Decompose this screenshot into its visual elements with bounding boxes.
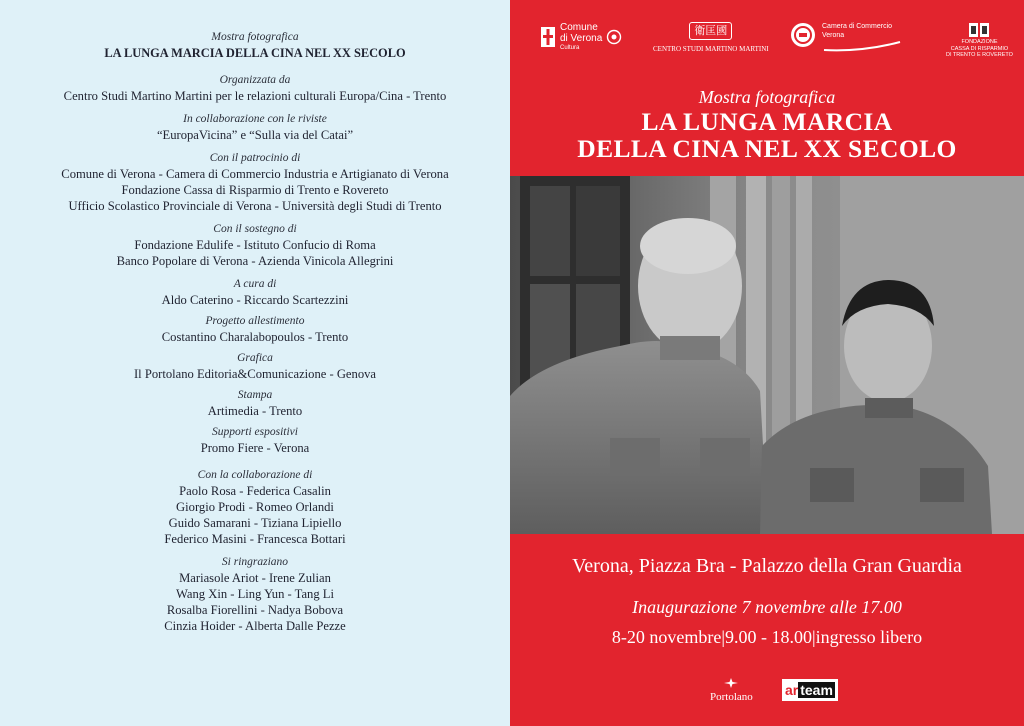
credits-section-line: Rosalba Fiorellini - Nadya Bobova: [166, 603, 344, 617]
credits-section-label: Si ringraziano: [221, 556, 289, 568]
credits-section: [0, 555, 510, 634]
poster-panel: [510, 0, 1024, 726]
credits-section-line: Wang Xin - Ling Yun - Tang Li: [176, 587, 334, 601]
credits-section-label: Organizzata da: [219, 74, 291, 86]
credits-section: [0, 277, 510, 308]
credits-section: [0, 112, 510, 143]
arteam-text-b: team: [800, 682, 833, 698]
historical-photo: [510, 176, 1024, 534]
poster-subtitle: Mostra fotografica: [698, 87, 836, 107]
credits-section-label: Con la collaborazione di: [197, 469, 313, 481]
camera-line2: Verona: [822, 32, 845, 39]
credits-section: [0, 73, 510, 104]
portolano-star-icon: [724, 678, 738, 688]
camera-commercio-logo: [790, 22, 902, 54]
fondazione-emblem-icon: [968, 22, 990, 38]
credits-section-line: Ufficio Scolastico Provinciale di Verona - Università degli Studi di Trento: [68, 199, 442, 213]
camera-swoosh-icon: [822, 40, 902, 52]
venue-line: Verona, Piazza Bra - Palazzo della Gran Guardia: [572, 555, 962, 577]
comune-line1: Comune: [560, 22, 598, 33]
credits-section-line: Mariasole Ariot - Irene Zulian: [179, 571, 331, 585]
credits-section: [0, 314, 510, 345]
credits-section-line: Fondazione Edulife - Istituto Confucio di Roma: [134, 238, 376, 252]
portolano-logo: [710, 678, 753, 703]
credits-intro-label: Mostra fotografica: [211, 31, 299, 43]
credits-section-line: Il Portolano Editoria&Comunicazione - Genova: [133, 367, 377, 381]
credits-section: [0, 351, 510, 382]
comune-crest-icon: [540, 24, 556, 50]
credits-section-line: Centro Studi Martino Martini per le relazioni culturali Europa/Cina - Trento: [63, 89, 447, 103]
credits-section-line: Fondazione Cassa di Risparmio di Trento e Rovereto: [121, 183, 389, 197]
photo-illustration: [510, 176, 1024, 534]
camera-line1: Camera di Commercio: [822, 23, 893, 30]
credits-intro: [0, 30, 510, 61]
credits-section-line: Banco Popolare di Verona - Azienda Vinicola Allegrini: [116, 254, 394, 268]
credits-section-line: Cinzia Hoider - Alberta Dalle Pezze: [164, 619, 346, 633]
credits-section: [0, 425, 510, 456]
fondazione-logo: [946, 22, 1013, 59]
credits-section: [0, 388, 510, 419]
credits-section-label: Supporti espositivi: [212, 426, 298, 438]
credits-section: [0, 222, 510, 269]
inauguration-line: Inaugurazione 7 novembre alle 17.00: [632, 597, 902, 617]
credits-intro-title: LA LUNGA MARCIA DELLA CINA NEL XX SECOLO: [104, 46, 406, 60]
comune-line2: di Verona: [560, 33, 603, 44]
credits-section-label: In collaborazione con le riviste: [183, 113, 327, 125]
credits-section-line: Paolo Rosa - Federica Casalin: [179, 484, 331, 498]
credits-section-label: Con il patrocinio di: [209, 152, 301, 164]
credits-section-line: Costantino Charalabopoulos - Trento: [161, 330, 349, 344]
centro-martini-logo: [653, 22, 769, 53]
credits-section-label: A cura di: [233, 278, 277, 290]
comune-seal-icon: [606, 29, 622, 45]
credits-section-line: “EuropaVicina” e “Sulla via del Catai”: [156, 128, 354, 142]
credits-panel: [0, 0, 510, 726]
fondazione-line1: FONDAZIONE: [961, 39, 998, 45]
fondazione-line3: DI TRENTO E ROVERETO: [946, 52, 1013, 58]
comune-verona-logo: [540, 22, 622, 52]
credits-section-line: Federico Masini - Francesca Bottari: [164, 532, 346, 546]
headline: [510, 86, 1024, 162]
poster-title-line2: DELLA CINA NEL XX SECOLO: [577, 134, 957, 163]
credits-section-label: Grafica: [237, 352, 273, 364]
sponsor-logos: [510, 22, 1024, 66]
credits-section-line: Comune di Verona - Camera di Commercio Industria e Artigianato di Verona: [61, 167, 449, 181]
martini-chars: 衛匡國: [689, 22, 732, 40]
comune-sub: Cultura: [560, 45, 580, 51]
arteam-logo: [782, 679, 838, 701]
credits-section: [0, 151, 510, 214]
poster-title-line1: LA LUNGA MARCIA: [641, 107, 893, 136]
credits-section-line: Guido Samarani - Tiziana Lipiello: [168, 516, 342, 530]
credits-section-line: Promo Fiere - Verona: [200, 441, 310, 455]
credits-section-label: Progetto allestimento: [205, 315, 305, 327]
footer-logos: [510, 676, 1024, 706]
martini-label: CENTRO STUDI MARTINO MARTINI: [653, 45, 769, 53]
arteam-text-a: ar: [785, 682, 799, 698]
credits-section-line: Artimedia - Trento: [207, 404, 303, 418]
fondazione-line2: CASSA DI RISPARMIO: [950, 45, 1009, 52]
dates-line: 8-20 novembre|9.00 - 18.00|ingresso libero: [611, 627, 923, 647]
portolano-text: Portolano: [710, 691, 753, 703]
credits-section-line: Giorgio Prodi - Romeo Orlandi: [176, 500, 334, 514]
credits-section-label: Stampa: [237, 389, 273, 401]
credits-section-line: Aldo Caterino - Riccardo Scartezzini: [161, 293, 349, 307]
credits-sections: [0, 73, 510, 634]
credits-section-label: Con il sostegno di: [213, 223, 297, 235]
camera-emblem-icon: [790, 22, 816, 48]
credits-section: [0, 468, 510, 547]
